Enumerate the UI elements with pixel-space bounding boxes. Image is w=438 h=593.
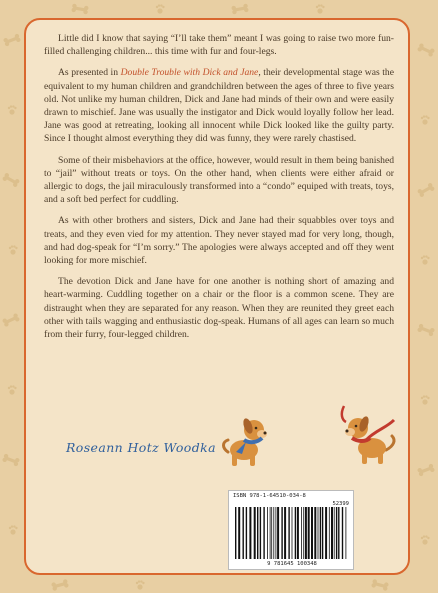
paragraph-1: Little did I know that saying “I’ll take them” meant I was going to raise two more fun-filled challenging children... this time with fur and four-legs. xyxy=(44,33,394,58)
barcode-bar xyxy=(277,507,279,559)
barcode-bar xyxy=(238,507,240,559)
paragraph-2-comma: , xyxy=(258,67,264,79)
bone-icon xyxy=(417,182,435,197)
barcode-bar xyxy=(270,507,271,559)
barcode-bar xyxy=(260,507,261,559)
barcode-bar xyxy=(346,507,347,559)
barcode-bar xyxy=(311,507,313,559)
bone-icon xyxy=(2,172,20,187)
dog-illustration xyxy=(218,408,278,472)
body-text xyxy=(44,32,394,349)
bone-icon xyxy=(231,3,249,14)
paw-icon xyxy=(156,4,165,13)
barcode-bar xyxy=(288,507,289,559)
barcode-bar xyxy=(243,507,244,559)
barcode-bar xyxy=(301,507,302,559)
barcode xyxy=(228,490,354,570)
bone-icon xyxy=(417,43,435,58)
barcode-bar xyxy=(292,507,293,559)
paw-icon xyxy=(9,245,18,254)
barcode-bar xyxy=(342,507,343,559)
paragraph-3: Some of their misbehaviors at the office, however, would result in them being banished to “jail” without treats or toys. On the other hand, when clients were either afraid or allergic to dogs, the jail miraculously transformed into a “condo” equiped with treats, toys, and a soft bed perfect for cuddling. xyxy=(44,154,394,206)
paw-icon xyxy=(421,395,430,404)
barcode-number: 9 781645 100348 xyxy=(267,561,317,567)
bone-icon xyxy=(371,579,389,591)
paw-icon xyxy=(421,115,430,124)
barcode-bar xyxy=(331,507,333,559)
bone-icon xyxy=(417,323,435,337)
price-code: 52399 xyxy=(332,501,349,507)
paw-icon xyxy=(136,580,145,589)
barcode-bar xyxy=(322,507,323,559)
barcode-bar xyxy=(297,507,299,559)
barcode-bar xyxy=(235,507,236,559)
barcode-bar xyxy=(303,507,304,559)
paw-icon xyxy=(421,255,430,264)
bone-icon xyxy=(417,463,435,477)
barcode-bar xyxy=(334,507,335,559)
paragraph-5: The devotion Dick and Jane have for one another is nothing short of amazing and heart-warming. Cuddling together on a chair or the floor is a common scene. They are distraught when they are separated for any reason. When they are reunited they greet each other with tails wagging and enthusiastic dog-speak. Humans of all ages can learn so much from their furry, four-legged children. xyxy=(44,276,394,341)
paragraph-2-prefix: As presented in xyxy=(58,67,121,79)
bone-icon xyxy=(71,3,89,14)
barcode-bar xyxy=(257,507,258,559)
barcode-bar xyxy=(254,507,256,559)
barcode-bar xyxy=(276,507,277,559)
bone-icon xyxy=(3,33,21,47)
isbn-label: ISBN 978-1-64510-034-8 xyxy=(233,493,306,499)
barcode-bar xyxy=(318,507,319,559)
barcode-bar xyxy=(305,507,307,559)
bone-icon xyxy=(2,313,20,328)
barcode-bar xyxy=(284,507,286,559)
barcode-bar xyxy=(325,507,327,559)
barcode-bar xyxy=(320,507,321,559)
bone-icon xyxy=(51,579,69,591)
barcode-bar xyxy=(295,507,296,559)
barcode-bar xyxy=(314,507,316,559)
paw-icon xyxy=(9,525,18,534)
barcode-bar xyxy=(281,507,282,559)
paragraph-2-body: their developmental stage was the equivalent to my human children and grandchildren between the ages of three to five years old. Not unlike my human children, Dick and Jane had minds of their own and were easily drawn to mischief. Jane was usually the instigator and Dick would loyally follow her lead. Jane was good at retreating, looking all innocent while Dick looked like the guilty party. Since I thought almost everything they did was funny, they were rarely chastised. xyxy=(44,67,394,145)
dog-illustration xyxy=(336,400,402,470)
paragraph-2 xyxy=(44,66,394,145)
paw-icon xyxy=(8,105,17,114)
barcode-bar xyxy=(338,507,339,559)
barcode-bar xyxy=(263,507,264,559)
book-title: Double Trouble with Dick and Jane xyxy=(120,67,259,79)
paw-icon xyxy=(316,4,325,13)
barcode-bar xyxy=(267,507,268,559)
paw-icon xyxy=(421,535,430,544)
barcode-bar xyxy=(273,507,274,559)
paw-icon xyxy=(8,385,17,394)
barcode-bars xyxy=(233,507,351,559)
barcode-bar xyxy=(329,507,330,559)
barcode-bar xyxy=(271,507,272,559)
barcode-bar xyxy=(308,507,310,559)
bone-icon xyxy=(2,453,20,467)
barcode-bar xyxy=(336,507,337,559)
barcode-bar xyxy=(246,507,247,559)
author-signature: Roseann Hotz Woodka xyxy=(66,440,216,455)
paragraph-4: As with other brothers and sisters, Dick and Jane had their squabbles over toys and treats, and they even vied for my attention. They never stayed mad for very long, though, and had dog-speak for “I’m sorry.” The apologies were always accepted and off they went looking for more mischief. xyxy=(44,215,394,267)
barcode-bar xyxy=(249,507,251,559)
